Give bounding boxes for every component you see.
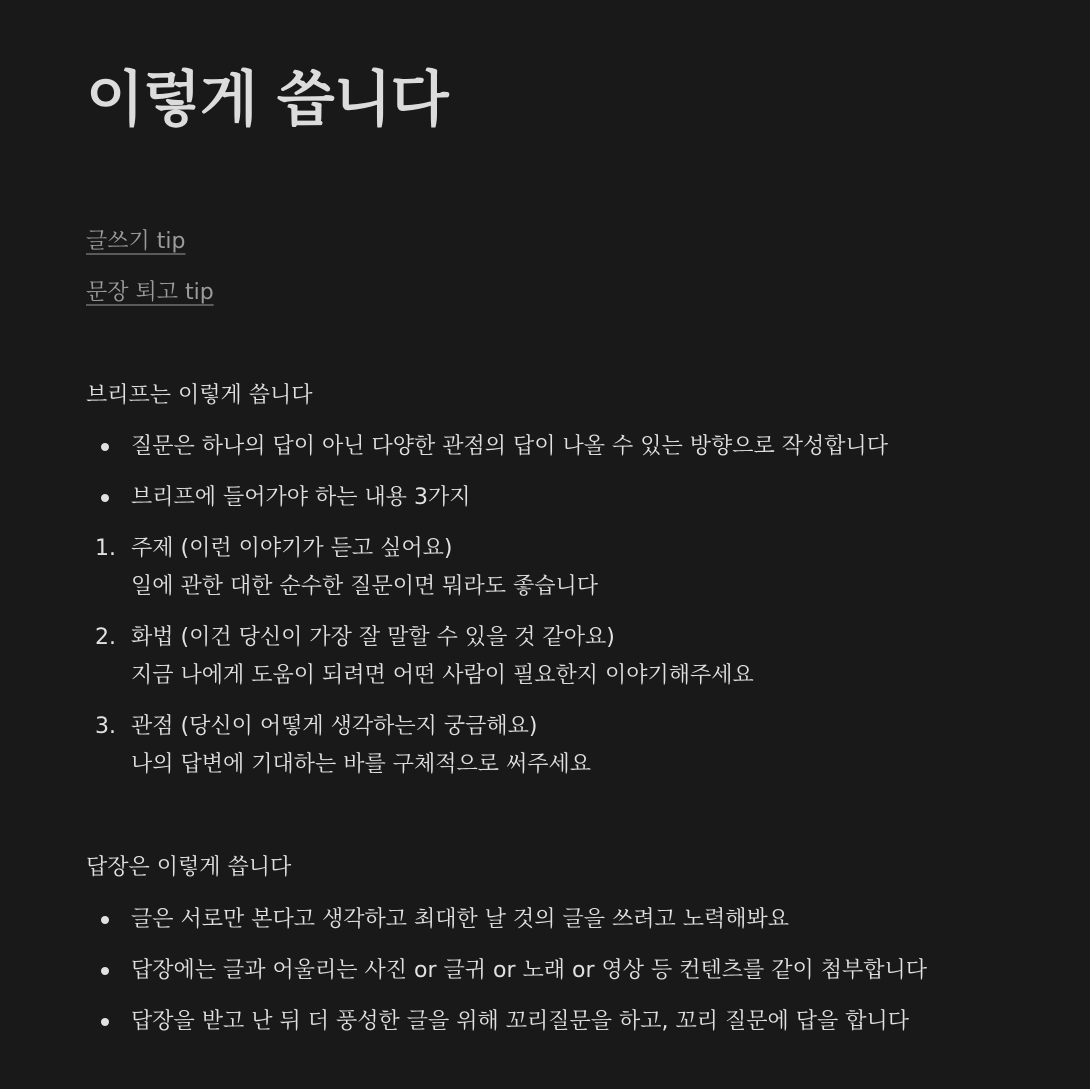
numbered-item-title: 관점 (당신이 어떻게 생각하는지 궁금해요): [131, 714, 538, 739]
numbered-item: [86, 534, 1006, 604]
bullet-icon: [101, 494, 109, 502]
list-item-text: 글은 서로만 본다고 생각하고 최대한 날 것의 글을 쓰려고 노력해봐요: [131, 907, 789, 932]
list-item-text: 질문은 하나의 답이 아닌 다양한 관점의 답이 나올 수 있는 방향으로 작성합니다: [131, 434, 888, 459]
bullet-icon: [101, 967, 109, 975]
writing-tip-link[interactable]: 글쓰기 tip: [86, 229, 186, 254]
list-item-text: 답장을 받고 난 뒤 더 풍성한 글을 위해 꼬리질문을 하고, 꼬리 질문에 답을 합니다: [131, 1009, 909, 1034]
numbered-item-detail: 지금 나에게 도움이 되려면 어떤 사람이 필요한지 이야기해주세요: [131, 663, 754, 688]
reply-section-heading: 답장은 이렇게 씁니다: [86, 855, 292, 880]
document-page: [86, 0, 1046, 1089]
brief-section-heading: 브리프는 이렇게 씁니다: [86, 383, 313, 408]
bullet-icon: [101, 1018, 109, 1026]
numbered-item: [86, 623, 1006, 693]
numbered-item-detail: 나의 답변에 기대하는 바를 구체적으로 써주세요: [131, 752, 592, 777]
page-title: 이렇게 씁니다: [86, 65, 448, 135]
list-item-text: 답장에는 글과 어울리는 사진 or 글귀 or 노래 or 영상 등 컨텐츠를 같이 첨부합니다: [131, 958, 927, 983]
list-number: 2.: [95, 625, 116, 650]
numbered-item-detail: 일에 관한 대한 순수한 질문이면 뭐라도 좋습니다: [131, 574, 599, 599]
bullet-icon: [101, 443, 109, 451]
sentence-revision-tip-link[interactable]: 문장 퇴고 tip: [86, 280, 214, 305]
list-item-text: 브리프에 들어가야 하는 내용 3가지: [131, 485, 471, 510]
list-number: 1.: [95, 536, 116, 561]
numbered-item-title: 주제 (이런 이야기가 듣고 싶어요): [131, 536, 453, 561]
numbered-item-title: 화법 (이건 당신이 가장 잘 말할 수 있을 것 같아요): [131, 625, 615, 650]
list-number: 3.: [95, 714, 116, 739]
numbered-item: [86, 712, 1006, 782]
bullet-icon: [101, 916, 109, 924]
